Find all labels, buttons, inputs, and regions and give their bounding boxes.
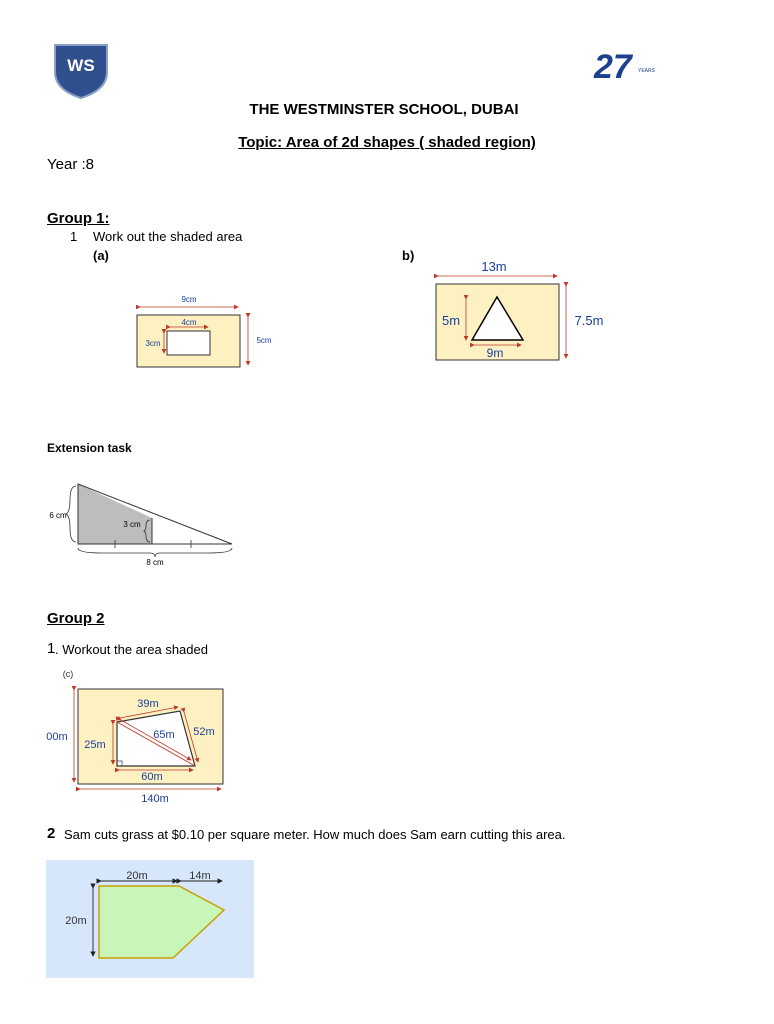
base-label: 8 cm [146,558,164,567]
anniversary-number: 27 [594,48,632,86]
group2-q2-number: 2 [47,825,56,842]
topic-title: Topic: Area of 2d shapes ( shaded region) [238,134,536,151]
extension-heading: Extension task [47,441,132,455]
left-side-label: 25m [84,739,106,751]
top-side-label: 39m [137,698,159,710]
anniversary-logo [592,44,655,86]
outer-height-label: 00m [46,731,68,743]
school-logo-crest [52,42,110,100]
anniversary-word: YEARS [638,68,655,74]
rect-height-label: 7.5m [574,313,604,328]
rect-width-label: 13m [481,259,507,274]
top-right-label: 14m [189,870,211,882]
group2-q1-text: . Workout the area shaded [55,642,208,657]
inner-width-label: 4cm [181,318,197,327]
right-side-label: 52m [193,726,215,738]
inner-height-label: 3 cm [123,520,141,529]
triangle-base-label: 9m [486,346,504,360]
inner-rectangle [167,331,210,355]
group2-figure-1 [44,668,230,808]
year-label: Year :8 [47,156,94,173]
group1-q-number: 1 [70,229,78,244]
group2-q1-number: 1 [47,640,56,657]
group2-figure-2 [46,860,254,978]
group1-heading: Group 1: [47,210,110,227]
extension-figure [42,474,242,570]
left-height-label: 6 cm [49,511,67,520]
group1-a-label: (a) [93,248,109,263]
left-height-label: 20m [65,915,87,927]
top-left-label: 20m [126,870,148,882]
group1-q-text: Work out the shaded area [93,229,243,244]
figure-1a [130,286,290,376]
group2-heading: Group 2 [47,610,105,627]
group2-q2-text: Sam cuts grass at $0.10 per square meter. How much does Sam earn cutting this area. [64,827,566,842]
bottom-side-label: 60m [141,771,163,783]
outer-width-label: 140m [141,793,169,805]
group1-b-label: b) [402,248,415,263]
partial-label-c: (c) [62,669,74,679]
inner-height-label: 3cm [145,339,161,348]
shaded-region [78,484,152,544]
triangle-height-label: 5m [441,313,461,328]
outer-width-label: 9cm [181,295,197,304]
outer-height-label: 5cm [256,336,272,345]
diagonal-label: 65m [153,729,175,741]
logo-text: WS [67,56,95,75]
school-title: THE WESTMINSTER SCHOOL, DUBAI [249,101,519,118]
figure-1b [432,254,622,366]
